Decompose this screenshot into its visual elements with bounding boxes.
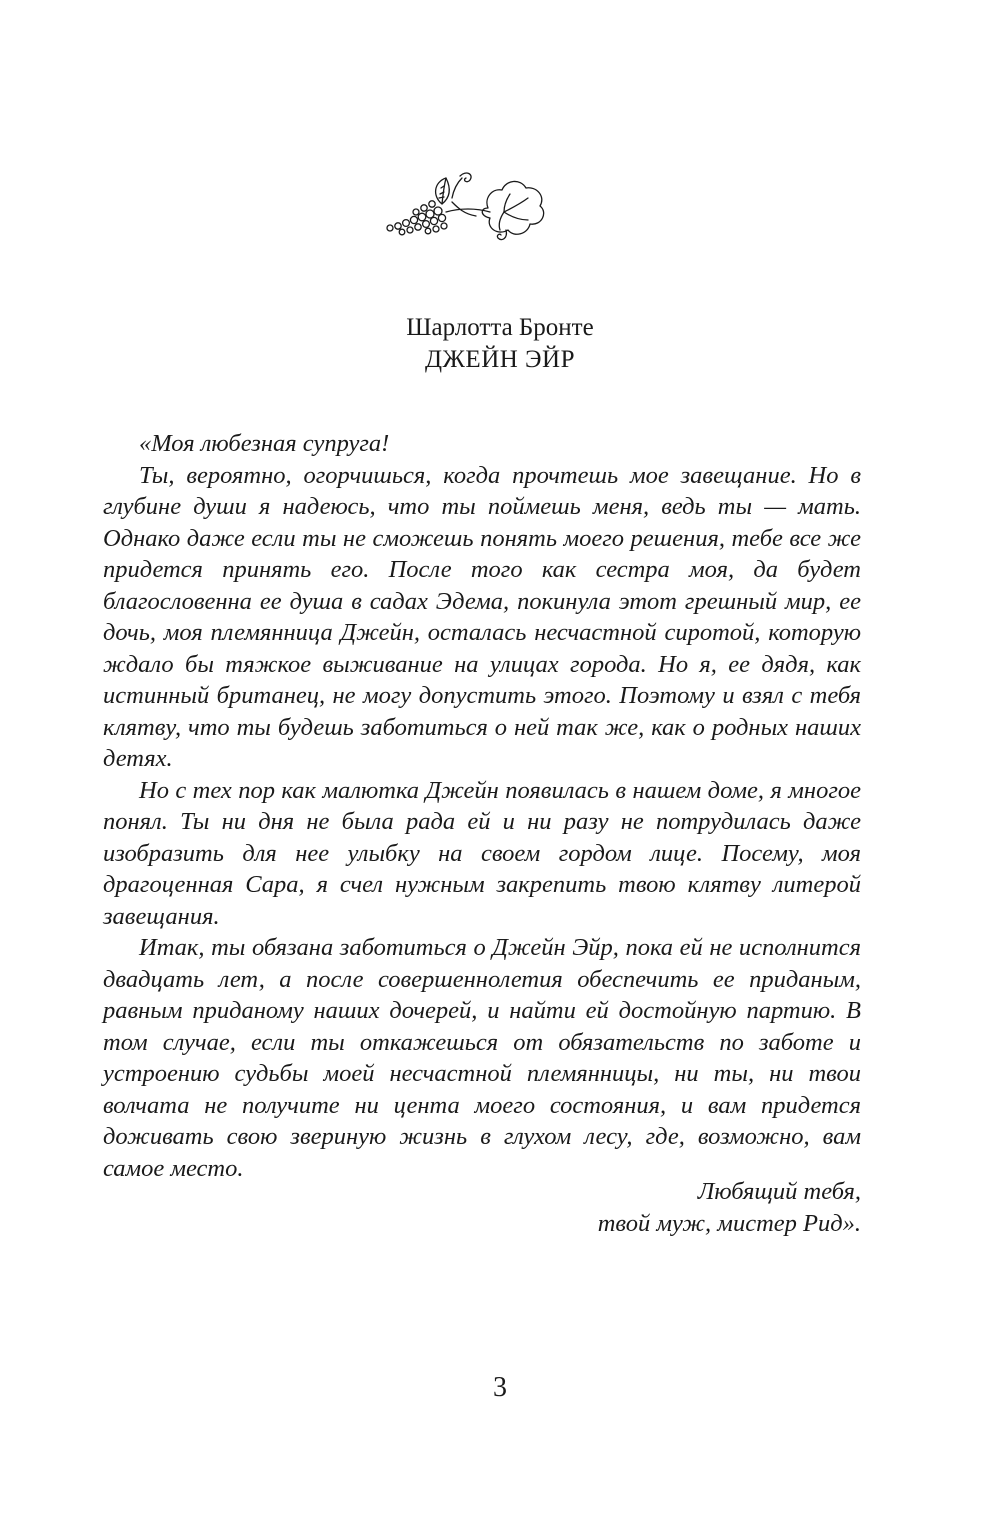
- letter-body: [103, 428, 861, 1184]
- page-number: 3: [493, 1372, 507, 1403]
- letter-greeting: «Моя любезная супруга!: [139, 430, 390, 457]
- grapevine-ornament-icon: [380, 168, 556, 244]
- letter-paragraph: Ты, вероятно, огорчишься, когда прочтешь мое завещание. Но в глубине души я надеюсь, что ты поймешь меня, ведь ты — мать. Однако даже если ты не сможешь понять моего решения, тебе все же придется принять его. После того как сестра моя, да будет благословенна ее душа в садах Эдема, покинула этот грешный мир, ее дочь, моя племянница Джейн, осталась несчастной сиротой, которую ждало бы тяжкое выживание на улицах города. Но я, ее дядя, как истинный британец, не могу допустить этого. Поэтому и взял с тебя клятву, что ты будешь заботиться о ней так же, как о родных наших детях.: [103, 461, 861, 772]
- letter-signature: [103, 1176, 861, 1239]
- book-title: ДЖЕЙН ЭЙР: [424, 346, 576, 373]
- signature-line: Любящий тебя,: [697, 1178, 861, 1205]
- book-author: Шарлотта Бронте: [406, 314, 594, 341]
- letter-paragraph: Итак, ты обязана заботиться о Джейн Эйр, пока ей не исполнится двадцать лет, а после совершеннолетия обеспечить ее приданым, равным приданому наших дочерей, и найти ей достойную партию. В том случае, если ты откажешься от обязательств по заботе и устроению судьбы моей несчастной племянницы, ни ты, ни твои волчата не получите ни цента моего состояния, и вам придется доживать свою звериную жизнь в глухом лесу, где, возможно, вам самое место.: [103, 934, 861, 1182]
- signature-line: твой муж, мистер Рид».: [597, 1209, 861, 1237]
- letter-paragraph: Но с тех пор как малютка Джейн появилась в нашем доме, я многое понял. Ты ни дня не была рада ей и ни разу не потрудилась даже изобразить для нее улыбку на своем гордом лице. Посему, моя драгоценная Сара, я счел нужным закрепить твою клятву литерой завещания.: [103, 776, 861, 930]
